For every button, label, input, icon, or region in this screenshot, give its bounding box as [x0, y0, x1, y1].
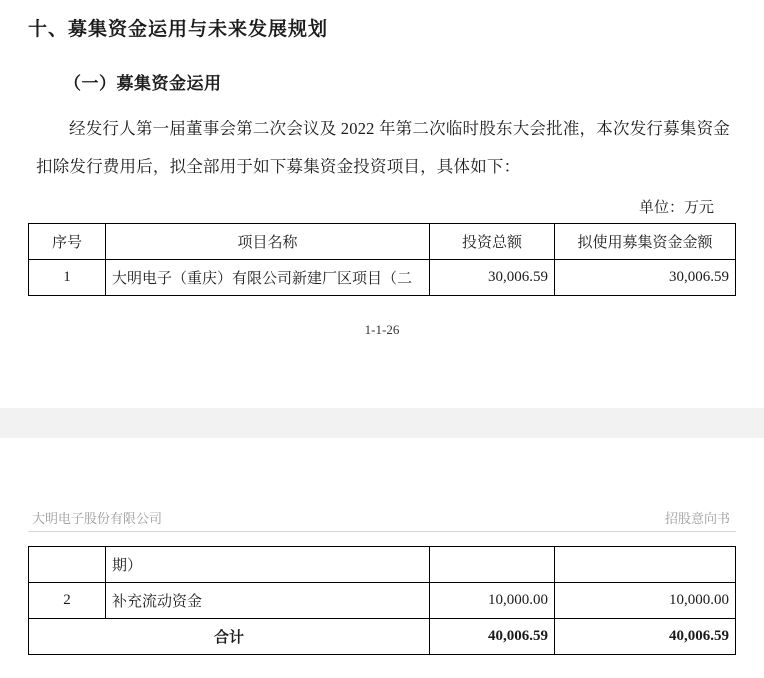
cell-project-name: 补充流动资金: [106, 583, 430, 619]
cell-investment-total: 10,000.00: [430, 583, 555, 619]
subsection-title: （一）募集资金运用: [64, 74, 222, 93]
table-row: [29, 260, 736, 296]
running-header-company: 大明电子股份有限公司: [32, 511, 163, 526]
cell-no: [29, 547, 106, 583]
cell-total-investment: 40,006.59: [430, 619, 555, 655]
column-header-no: 序号: [29, 224, 106, 260]
cell-raised-amount: 30,006.59: [555, 260, 736, 296]
column-header-raised-amount: 拟使用募集资金金额: [555, 224, 736, 260]
page-separator-band: [0, 408, 764, 438]
cell-total-raised: 40,006.59: [555, 619, 736, 655]
column-header-investment-total: 投资总额: [430, 224, 555, 260]
running-header: [28, 438, 736, 527]
cell-raised-amount: [555, 547, 736, 583]
page-bottom-area: [0, 438, 764, 678]
unit-note: 单位：万元: [638, 200, 714, 216]
fundraising-table-top: [28, 223, 736, 296]
table-row: [29, 547, 736, 583]
column-header-project-name: 项目名称: [106, 224, 430, 260]
cell-project-name: 大明电子（重庆）有限公司新建厂区项目（二: [106, 260, 430, 296]
table-total-row: [29, 619, 736, 655]
fundraising-table-bottom: [28, 546, 736, 655]
running-header-doc-type: 招股意向书: [664, 511, 730, 526]
cell-investment-total: [430, 547, 555, 583]
table-header-row: [29, 224, 736, 260]
cell-raised-amount: 10,000.00: [555, 583, 736, 619]
table-row: [29, 583, 736, 619]
page-title: 十、募集资金运用与未来发展规划: [28, 19, 329, 40]
body-paragraph: 经发行人第一届董事会第二次会议及 2022 年第二次临时股东大会批准，本次发行募集资金扣除发行费用后，拟全部用于如下募集资金投资项目，具体如下：: [36, 119, 730, 176]
running-header-rule: [28, 531, 736, 532]
cell-no: 2: [29, 583, 106, 619]
cell-project-name: 期）: [106, 547, 430, 583]
cell-investment-total: 30,006.59: [430, 260, 555, 296]
cell-total-label: 合计: [29, 619, 430, 655]
page-number: 1-1-26: [364, 322, 400, 337]
cell-no: 1: [29, 260, 106, 296]
